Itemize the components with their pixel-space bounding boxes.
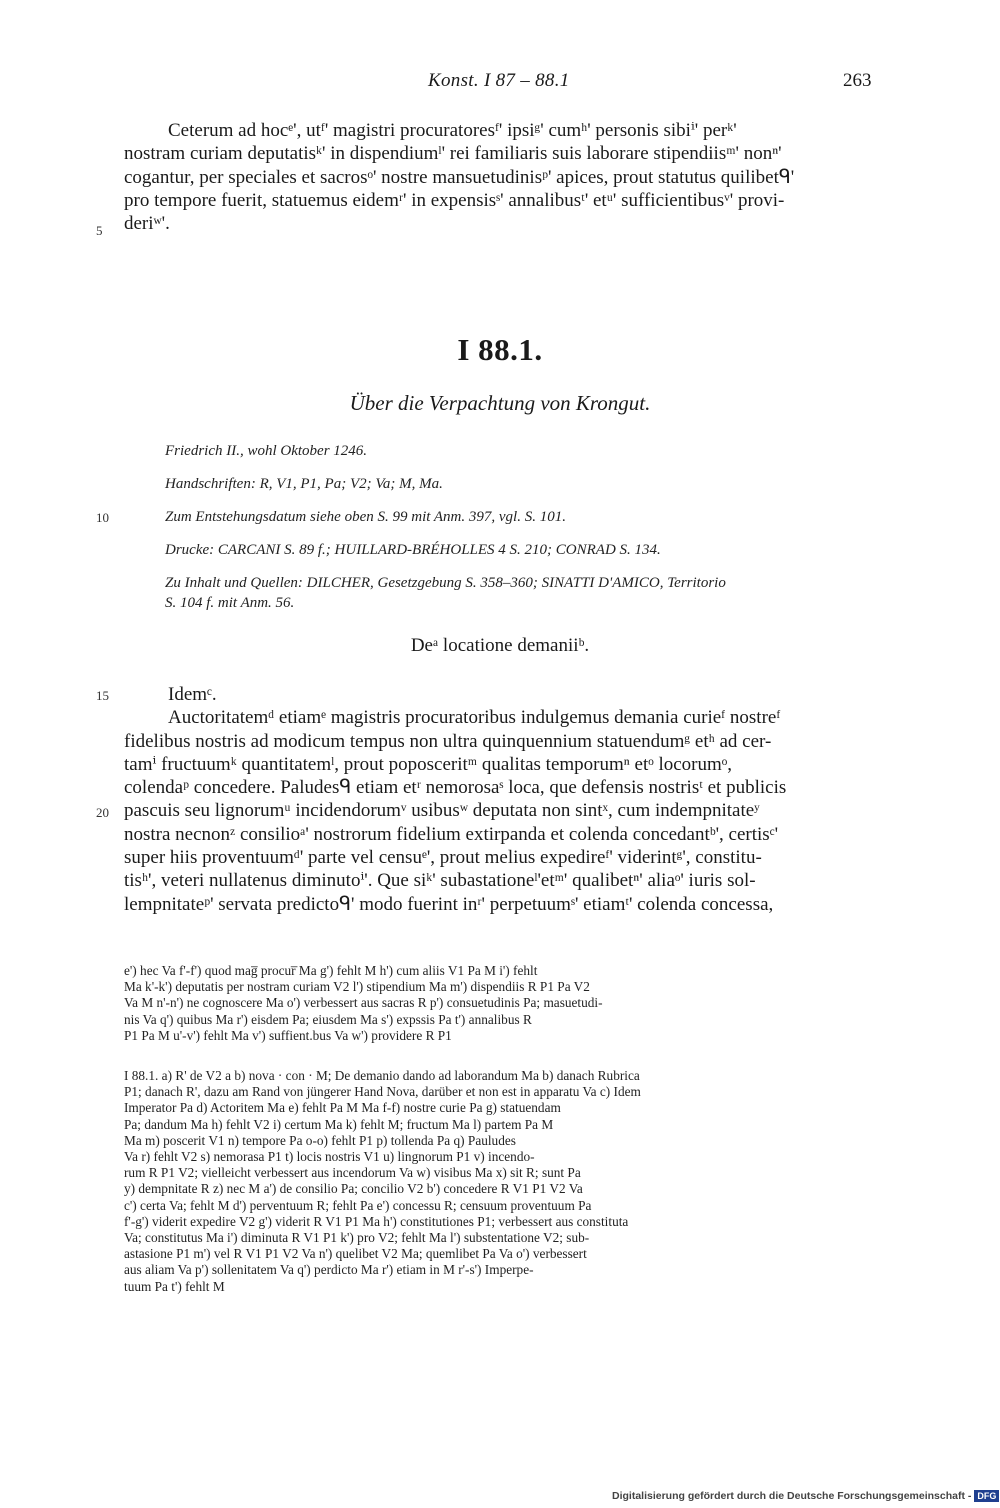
apparatus-line: aus aliam Va p') sollenitatem Va q') perdicto Ma r') etiam in M r'-s') Imperpe- — [124, 1262, 534, 1278]
section-number: I 88.1. — [457, 332, 543, 367]
line-number: 15 — [96, 688, 109, 703]
digitization-footer — [612, 1490, 999, 1502]
apparatus-line: Ma m) poscerit V1 n) tempore Pa o-o) fehlt P1 p) tollenda Pa q) Pauludes — [124, 1132, 516, 1148]
apparatus-line: P1 Pa M u'-v') fehlt Ma v') suffient.bus Va w') providere R P1 — [124, 1027, 452, 1043]
apparatus-line: f'-g') viderit expedire V2 g') viderit R V1 P1 Ma h') constitutiones P1; verbessert aus constituta — [124, 1213, 629, 1229]
dating-note-line: Zum Entstehungsdatum siehe oben S. 99 mit Anm. 397, vgl. S. 101. — [165, 509, 566, 525]
apparatus-line: astasione P1 m') vel R V1 P1 V2 Va n') quelibet V2 Ma; quemlibet Pa Va o') verbessert — [124, 1246, 587, 1262]
sources-line-cont: S. 104 f. mit Anm. 56. — [165, 595, 295, 611]
apparatus-line: y) dempnitate R z) nec M a') de consilio Pa; concilio V2 b') concedere R V1 P1 V2 Va — [124, 1181, 583, 1197]
sources-line: Zu Inhalt und Quellen: DILCHER, Gesetzgebung S. 358–360; SINATTI D'AMICO, Territorio — [165, 575, 726, 591]
text-line: tamⁱ fructuumᵏ quantitatemˡ, prout poposceritᵐ qualitas temporumⁿ etᵒ locorumᵒ, — [124, 753, 732, 775]
apparatus-line: e') hec Va f'-f') quod mag̅ procur̅ Ma g') fehlt M h') cum aliis V1 Pa M i') fehlt — [124, 963, 538, 978]
text-line: pro tempore fuerit, statuemus eidemʳ' in expensisˢ' annalibusᵗ' etᵘ' sufficientibusᵛ' provi- — [124, 189, 785, 211]
line-number: 5 — [96, 223, 103, 238]
text-line: super hiis proventuumᵈ' parte vel censuᵉ', prout melius expedireᶠ' viderintᵍ', constitu- — [124, 847, 762, 869]
dfg-logo: DFG — [974, 1490, 999, 1502]
text-line: Idemᶜ. — [168, 684, 217, 705]
apparatus — [124, 1068, 880, 1295]
text-line: cogantur, per speciales et sacrosᵒ' nostre mansuetudinisᵖ' apices, prout statutus quilibetᑫ' — [124, 166, 795, 188]
text-line: tisʰ', veteri nullatenus diminutoⁱ'. Que siᵏ' subastationeˡ'etᵐ' qualibetⁿ' aliaᵒ' iuris sol- — [124, 870, 756, 892]
section-title: Über die Verpachtung von Krongut. — [349, 391, 651, 415]
apparatus-line: P1; danach R', dazu am Rand von jüngerer Hand Nova, darüber et non est in apparatu Va c) Idem — [124, 1084, 641, 1100]
text-line: nostra necnonᶻ consilioᵃ' nostrorum fidelium extirpanda et colenda concedantᵇ', certisᶜ' — [124, 823, 778, 845]
rubric: Deᵃ locatione demaniiᵇ. — [410, 635, 590, 656]
date-line: Friedrich II., wohl Oktober 1246. — [165, 443, 368, 459]
apparatus-line: Va; constitutus Ma i') diminuta R V1 P1 k') pro V2; fehlt Ma l') substentatione V2; sub- — [124, 1230, 590, 1246]
page-number: 263 — [843, 70, 872, 91]
apparatus-line: Imperator Pa d) Actoritem Ma e) fehlt Pa M Ma f-f) nostre curie Pa g) statuendam — [124, 1100, 561, 1116]
text-line: Auctoritatemᵈ etiamᵉ magistris procuratoribus indulgemus demania curieᶠ nostreᶠ — [168, 707, 781, 729]
apparatus-line: Ma k'-k') deputatis per nostram curiam V2 l') stipendium Ma m') dispendiis R P1 Pa V2 — [124, 979, 590, 995]
main-text — [124, 683, 880, 916]
text-line: nostram curiam deputatisᵏ' in dispendiumˡ' rei familiaris suis laborare stipendiisᵐ' nonⁿ' — [124, 143, 782, 165]
prints-line: Drucke: CARCANI S. 89 f.; HUILLARD-BRÉHOLLES 4 S. 210; CONRAD S. 134. — [165, 542, 661, 558]
continued-text — [124, 119, 880, 235]
manuscripts-line: Handschriften: R, V1, P1, Pa; V2; Va; M, Ma. — [165, 476, 443, 492]
apparatus-line: I 88.1. a) R' de V2 a b) nova · con · M; De demanio dando ad laborandum Ma b) danach Rubrica — [124, 1068, 640, 1083]
apparatus-line: nis Va q') quibus Ma r') eisdem Pa; eiusdem Ma s') expssis Pa t') annalibus R — [124, 1011, 532, 1027]
apparatus-line: Va r) fehlt V2 s) nemorasa P1 t) locis nostris V1 u) lingnorum P1 v) incendo- — [124, 1149, 535, 1165]
running-title: Konst. I 87 – 88.1 — [428, 70, 570, 91]
apparatus-line: Pa; dandum Ma h) fehlt V2 i) certum Ma k) fehlt M; fructum Ma l) partem Pa M — [124, 1116, 554, 1132]
apparatus-line: c') certa Va; fehlt M d') perventuum R; fehlt Pa e') concessu R; censuum proventuum Pa — [124, 1197, 592, 1213]
apparatus-line: Va M n'-n') ne cognoscere Ma o') verbessert aus sacras R p') consuetudinis Pa; masuetudi- — [124, 995, 603, 1011]
text-line: Ceterum ad hocᵉ', utᶠ' magistri procuratoresᶠ' ipsiᵍ' cumʰ' personis sibiⁱ' perᵏ' — [168, 120, 737, 141]
text-line: fidelibus nostris ad modicum tempus non ultra quinquennium statuendumᵍ etʰ ad cer- — [124, 730, 772, 752]
apparatus-line: rum R P1 V2; vielleicht verbessert aus incendorum Va w) visibus Ma x) sit R; sunt Pa — [124, 1165, 581, 1181]
line-number: 10 — [96, 510, 109, 525]
line-number: 20 — [96, 805, 109, 820]
apparatus-line: tuum Pa t') fehlt M — [124, 1278, 225, 1294]
text-line: pascuis seu lignorumᵘ incidendorumᵛ usibusʷ deputata non sintˣ, cum indempnitateʸ — [124, 800, 760, 822]
apparatus-continued — [124, 963, 880, 1044]
footer-text: Digitalisierung gefördert durch die Deutsche Forschungsgemeinschaft - — [612, 1490, 972, 1502]
text-line: deriʷ'. — [124, 213, 170, 235]
text-line: lempnitateᵖ' servata predictoᑫ' modo fuerint inʳ' perpetuumˢ' etiamᵗ' colenda concessa, — [124, 893, 774, 915]
text-line: colendaᵖ concedere. Paludesᑫ etiam etʳ nemorosaˢ loca, que defensis nostrisᵗ et publicis — [124, 777, 787, 799]
